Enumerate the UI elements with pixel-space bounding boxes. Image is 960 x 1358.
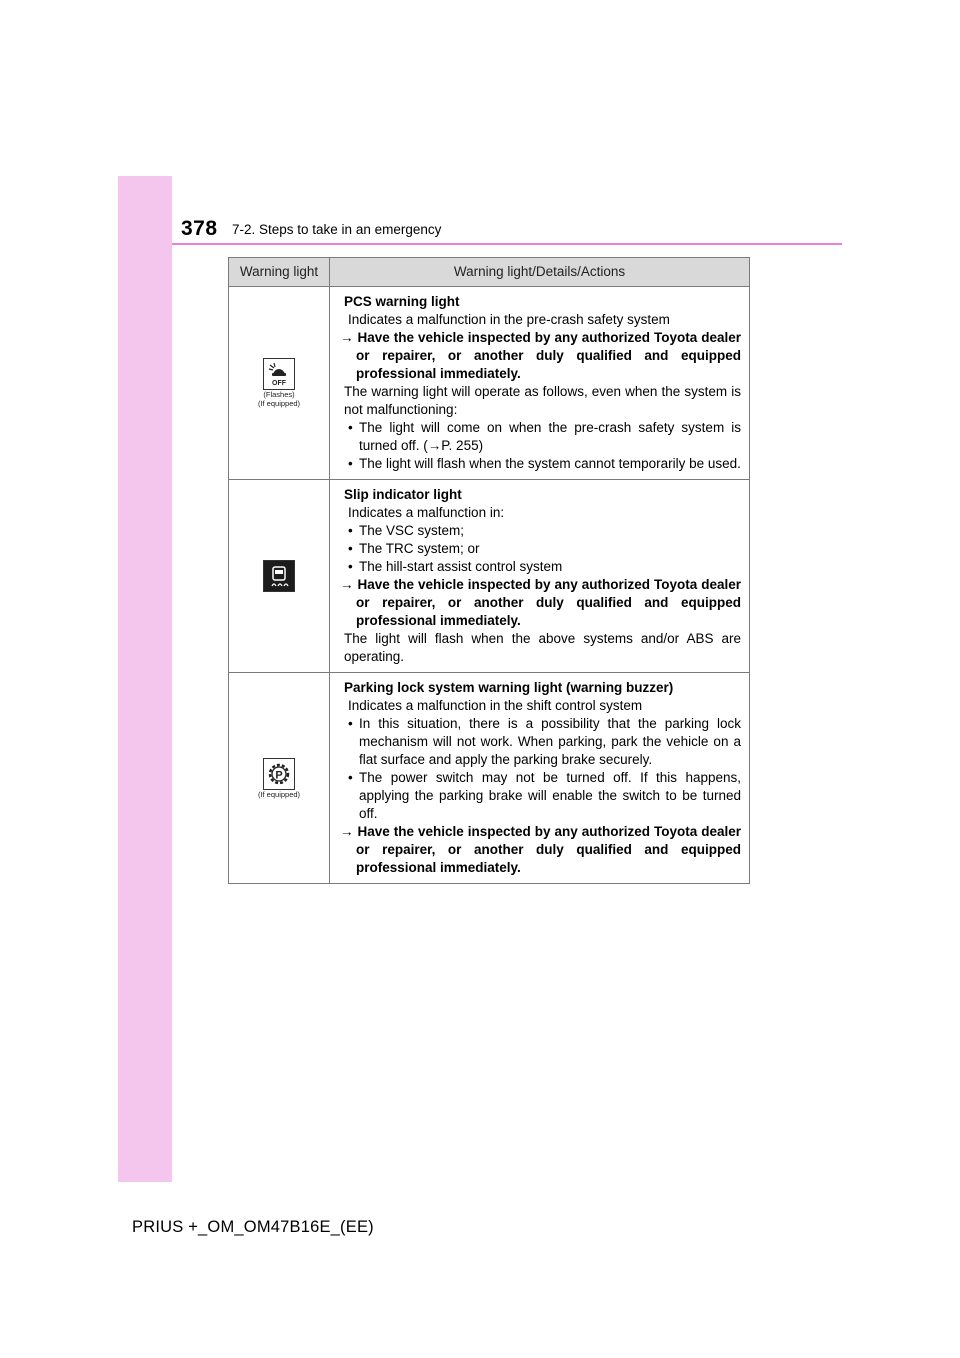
description: Indicates a malfunction in the pre-crash safety system — [348, 312, 670, 327]
table-row-slip — [229, 480, 750, 673]
column-header-warning-light: Warning light — [229, 258, 330, 287]
action-text: → Have the vehicle inspected by any authorized Toyota dealer or repairer, or another duly qualified and equipped professional immediately. — [340, 824, 741, 875]
details-cell — [330, 287, 750, 480]
header-divider — [172, 243, 842, 245]
warning-light-cell — [229, 480, 330, 673]
warning-title: PCS warning light — [344, 294, 460, 309]
icon-caption-flashes: (Flashes) — [263, 390, 295, 399]
details-cell — [330, 673, 750, 884]
action-text: → Have the vehicle inspected by any authorized Toyota dealer or repairer, or another duly qualified and equipped professional immediately. — [340, 577, 741, 628]
pcs-off-icon — [263, 358, 295, 390]
action-text: → Have the vehicle inspected by any authorized Toyota dealer or repairer, or another duly qualified and equipped professional immediately. — [340, 330, 741, 381]
document-id: PRIUS +_OM_OM47B16E_(EE) — [132, 1218, 374, 1236]
warning-light-cell — [229, 673, 330, 884]
page-number: 378 — [181, 217, 218, 240]
details-cell — [330, 480, 750, 673]
icon-caption-if-equipped: (If equipped) — [257, 789, 301, 799]
slip-indicator-icon — [263, 560, 295, 592]
parking-lock-icon — [263, 758, 295, 790]
description: Indicates a malfunction in the shift control system — [348, 698, 643, 713]
column-header-details: Warning light/Details/Actions — [330, 258, 750, 287]
bullet-item: • The light will flash when the system cannot temporarily be used. — [348, 455, 741, 473]
warning-title: Parking lock system warning light (warning buzzer) — [344, 680, 674, 695]
chapter-side-band — [118, 176, 172, 1182]
warning-light-cell — [229, 287, 330, 480]
svg-text:P: P — [275, 769, 283, 781]
warning-title: Slip indicator light — [344, 487, 462, 502]
warning-light-table — [228, 257, 750, 884]
table-row-parking-lock — [229, 673, 750, 884]
bullet-item: • In this situation, there is a possibility that the parking lock mechanism will not work. When parking, park the vehicle on a flat surface and apply the parking brake securely. — [348, 715, 741, 769]
bullet-item: • The hill-start assist control system — [348, 558, 741, 576]
table-row-pcs — [229, 287, 750, 480]
bullet-item: • The light will come on when the pre-crash safety system is turned off. (→P. 255) — [348, 419, 741, 455]
bullet-item: • The VSC system; — [348, 522, 741, 540]
description: Indicates a malfunction in: — [348, 505, 505, 520]
section-title: 7-2. Steps to take in an emergency — [232, 222, 442, 237]
table-header-row — [229, 258, 750, 287]
svg-text:OFF: OFF — [272, 380, 286, 387]
note-text: The light will flash when the above systems and/or ABS are operating. — [344, 631, 741, 664]
bullet-item: • The power switch may not be turned off. If this happens, applying the parking brake will enable the switch to be turned off. — [348, 769, 741, 823]
note-text: The warning light will operate as follows, even when the system is not malfunctioning: — [344, 384, 741, 417]
bullet-item: • The TRC system; or — [348, 540, 741, 558]
icon-caption-if-equipped: (If equipped) — [257, 399, 301, 408]
